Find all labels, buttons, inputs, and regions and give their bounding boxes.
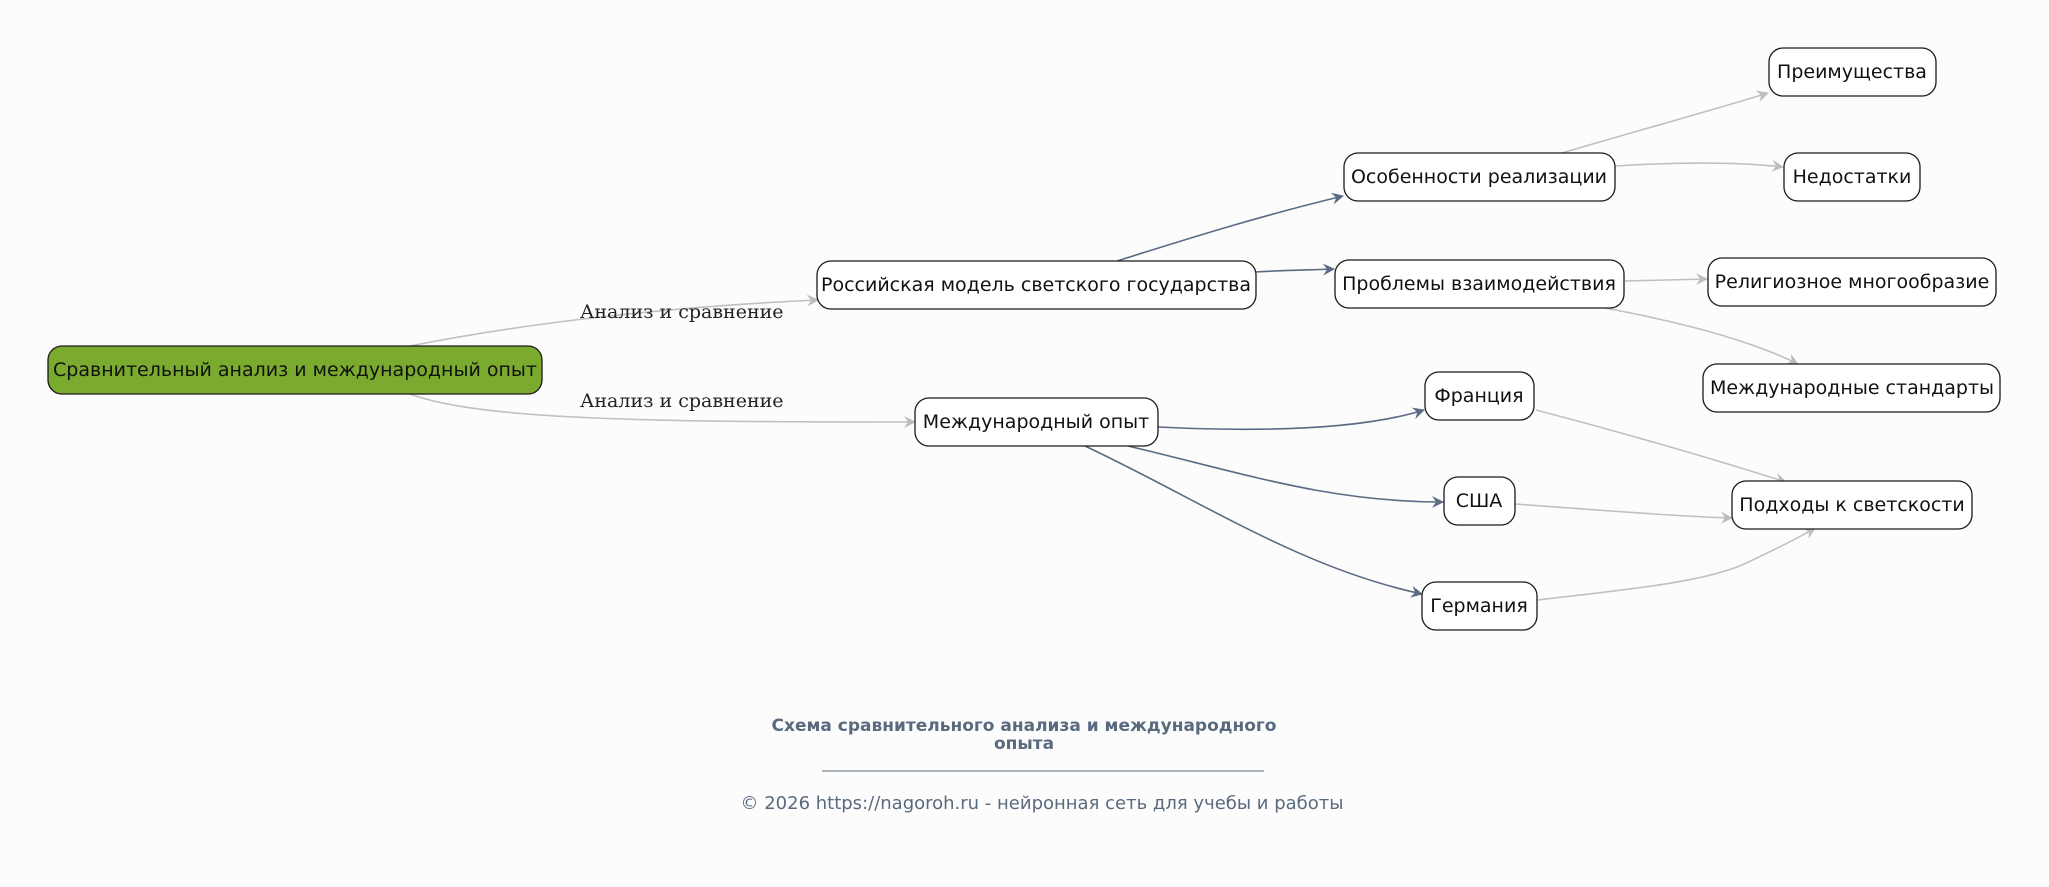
edge-international-to-germany — [1085, 446, 1422, 594]
node-france-label: Франция — [1434, 385, 1524, 407]
edge-france-to-approaches — [1536, 410, 1786, 482]
node-germany[interactable] — [1422, 582, 1537, 630]
edge-international-to-france — [1158, 410, 1424, 429]
node-russian-model[interactable] — [817, 261, 1256, 309]
node-france[interactable] — [1425, 372, 1534, 420]
edge-germany-to-approaches — [1538, 528, 1815, 600]
footer-title-line2: опыта — [993, 734, 1055, 754]
node-russian-model-label: Российская модель светского государства — [821, 274, 1251, 296]
edge-russian-to-features — [1117, 196, 1343, 261]
edge-features-to-disadvantages — [1615, 163, 1783, 167]
footer-copyright[interactable]: © 2026 https://nagoroh.ru - нейронная сеть для учебы и работы — [740, 793, 1344, 814]
node-advantages[interactable] — [1769, 48, 1936, 96]
node-disadvantages[interactable] — [1784, 153, 1920, 201]
node-usa[interactable] — [1444, 477, 1515, 525]
node-features-label: Особенности реализации — [1350, 166, 1608, 188]
node-diversity[interactable] — [1708, 258, 1996, 306]
node-usa-label: США — [1455, 490, 1503, 512]
edge-features-to-advantages — [1562, 93, 1768, 153]
node-international-label: Международный опыт — [922, 411, 1150, 433]
node-problems[interactable] — [1335, 260, 1624, 308]
node-germany-label: Германия — [1430, 595, 1528, 617]
edge-usa-to-approaches — [1515, 504, 1732, 518]
edge-international-to-usa — [1128, 446, 1443, 502]
edge-problems-to-diversity — [1625, 279, 1707, 281]
node-root-label: Сравнительный анализ и международный опыт — [53, 359, 537, 381]
node-standards-label: Международные стандарты — [1709, 377, 1995, 399]
node-international[interactable] — [915, 398, 1158, 446]
node-standards[interactable] — [1703, 364, 2000, 412]
node-approaches-label: Подходы к светскости — [1739, 494, 1965, 516]
edge-label-root-to-russian: Анализ и сравнение — [580, 301, 784, 323]
edge-label-root-to-international: Анализ и сравнение — [580, 390, 784, 412]
node-approaches[interactable] — [1732, 481, 1972, 529]
edge-problems-to-standards — [1605, 308, 1798, 364]
edge-russian-to-problems — [1255, 269, 1334, 272]
node-disadvantages-label: Недостатки — [1792, 166, 1912, 188]
node-advantages-label: Преимущества — [1777, 61, 1927, 83]
footer — [740, 716, 1343, 814]
node-features[interactable] — [1344, 153, 1615, 201]
node-root[interactable] — [48, 346, 542, 394]
node-problems-label: Проблемы взаимодействия — [1342, 273, 1616, 295]
node-diversity-label: Религиозное многообразие — [1714, 271, 1990, 293]
footer-title-line1: Схема сравнительного анализа и международного — [771, 716, 1277, 736]
